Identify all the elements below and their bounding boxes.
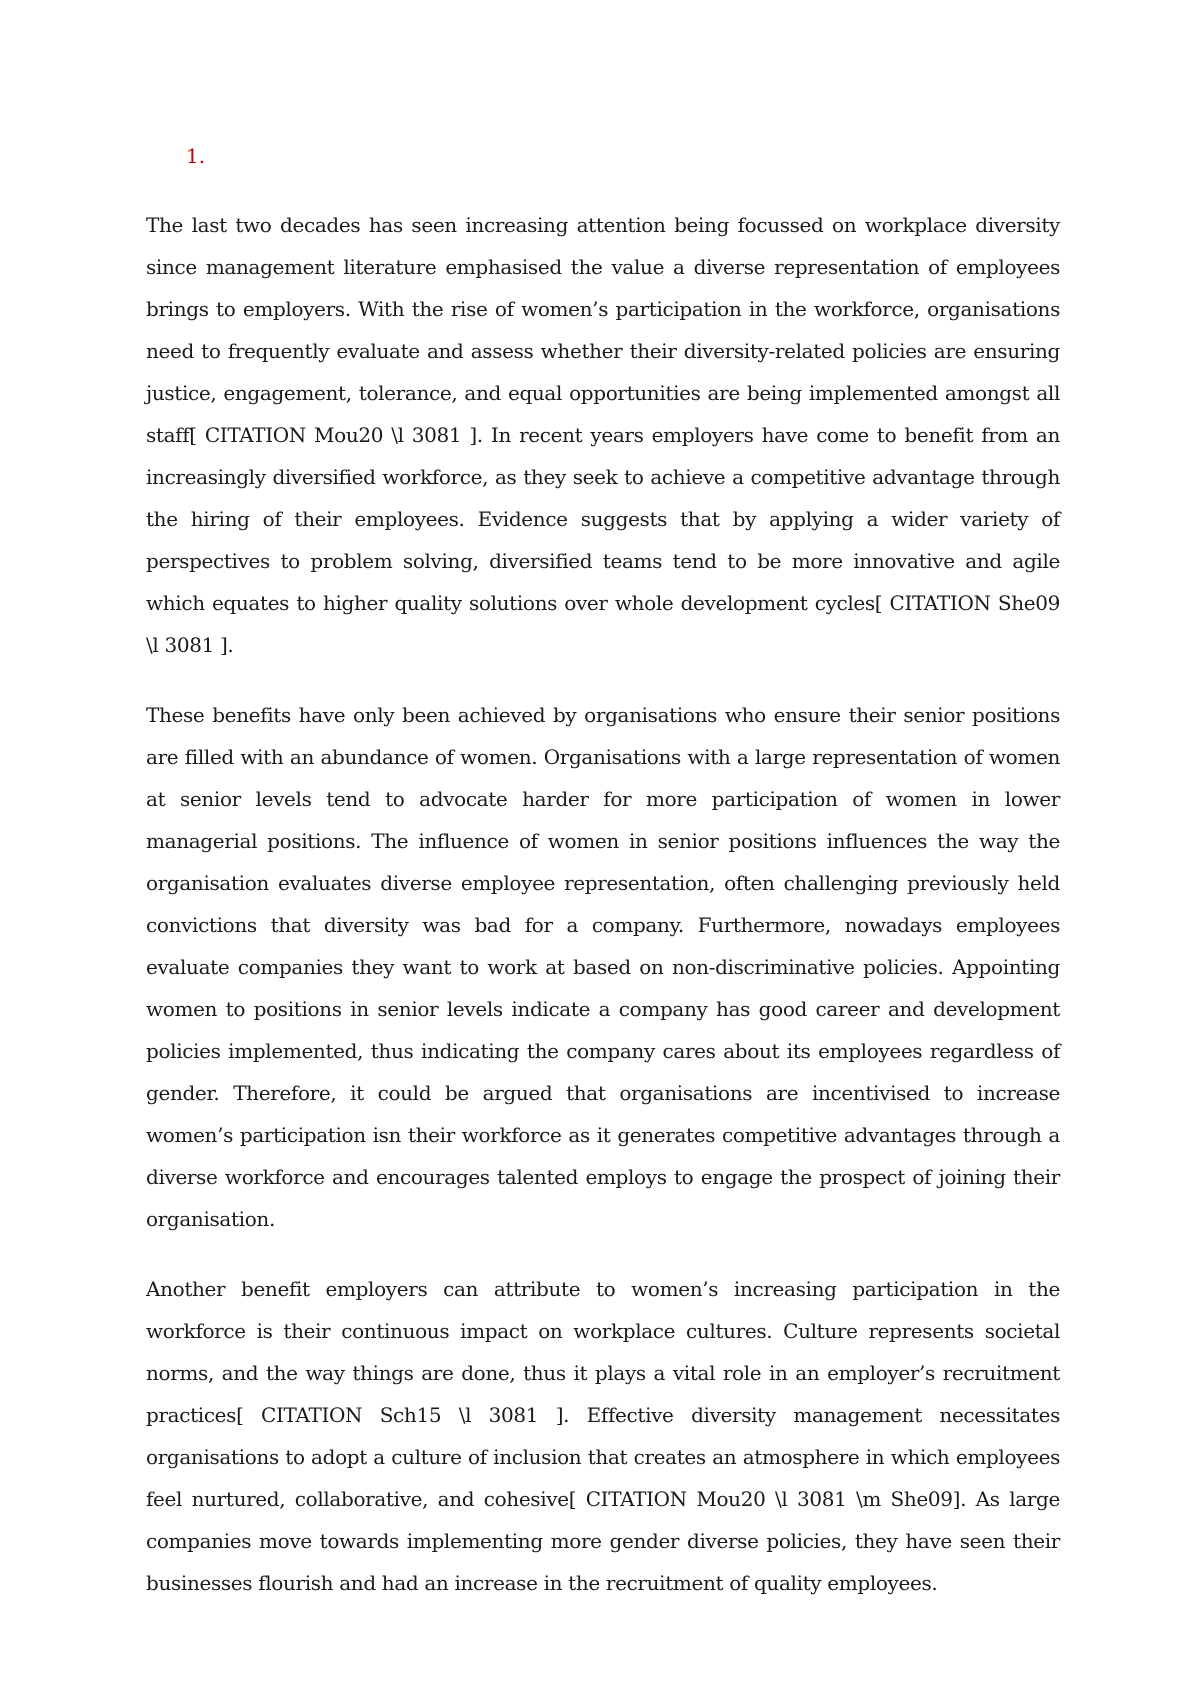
- paragraph-workplace-culture: Another benefit employers can attribute to women’s increasing participation in the workforce is their continuous impact on workplace cultures. Culture represents societal norms, and the way things are done, thus it plays a vital role in an employer’s recruitment practices[ CITATION Sch15 \l 3081 ]. Effective diversity management necessitates organisations to adopt a culture of inclusion that creates an atmosphere in which employees feel nurtured, collaborative, and cohesive[ CITATION Mou20 \l 3081 \m She09]. As large companies move towards implementing more gender diverse policies, they have seen their businesses flourish and had an increase in the recruitment of quality employees.: [146, 1277, 1060, 1595]
- section-number-heading: 1.: [186, 144, 206, 168]
- paragraph-senior-positions: These benefits have only been achieved by organisations who ensure their senior positions are filled with an abundance of women. Organisations with a large representation of women at senior levels tend to advocate harder for more participation of women in lower managerial positions. The influence of women in senior positions influences the way the organisation evaluates diverse employee representation, often challenging previously held convictions that diversity was bad for a company. Furthermore, nowadays employees evaluate companies they want to work at based on non-discriminative policies. Appointing women to positions in senior levels indicate a company has good career and development policies implemented, thus indicating the company cares about its employees regardless of gender. Therefore, it could be argued that organisations are incentivised to increase women’s participation isn their workforce as it generates competitive advantages through a diverse workforce and encourages talented employs to engage the prospect of joining their organisation.: [146, 703, 1060, 1231]
- paragraph-workplace-diversity: The last two decades has seen increasing attention being focussed on workplace diversity since management literature emphasised the value a diverse representation of employees brings to employers. With the rise of women’s participation in the workforce, organisations need to frequently evaluate and assess whether their diversity-related policies are ensuring justice, engagement, tolerance, and equal opportunities are being implemented amongst all staff[ CITATION Mou20 \l 3081 ]. In recent years employers have come to benefit from an increasingly diversified workforce, as they seek to achieve a competitive advantage through the hiring of their employees. Evidence suggests that by applying a wider variety of perspectives to problem solving, diversified teams tend to be more innovative and agile which equates to higher quality solutions over whole development cycles[ CITATION She09 \l 3081 ].: [146, 213, 1060, 657]
- document-body: [146, 204, 1060, 1632]
